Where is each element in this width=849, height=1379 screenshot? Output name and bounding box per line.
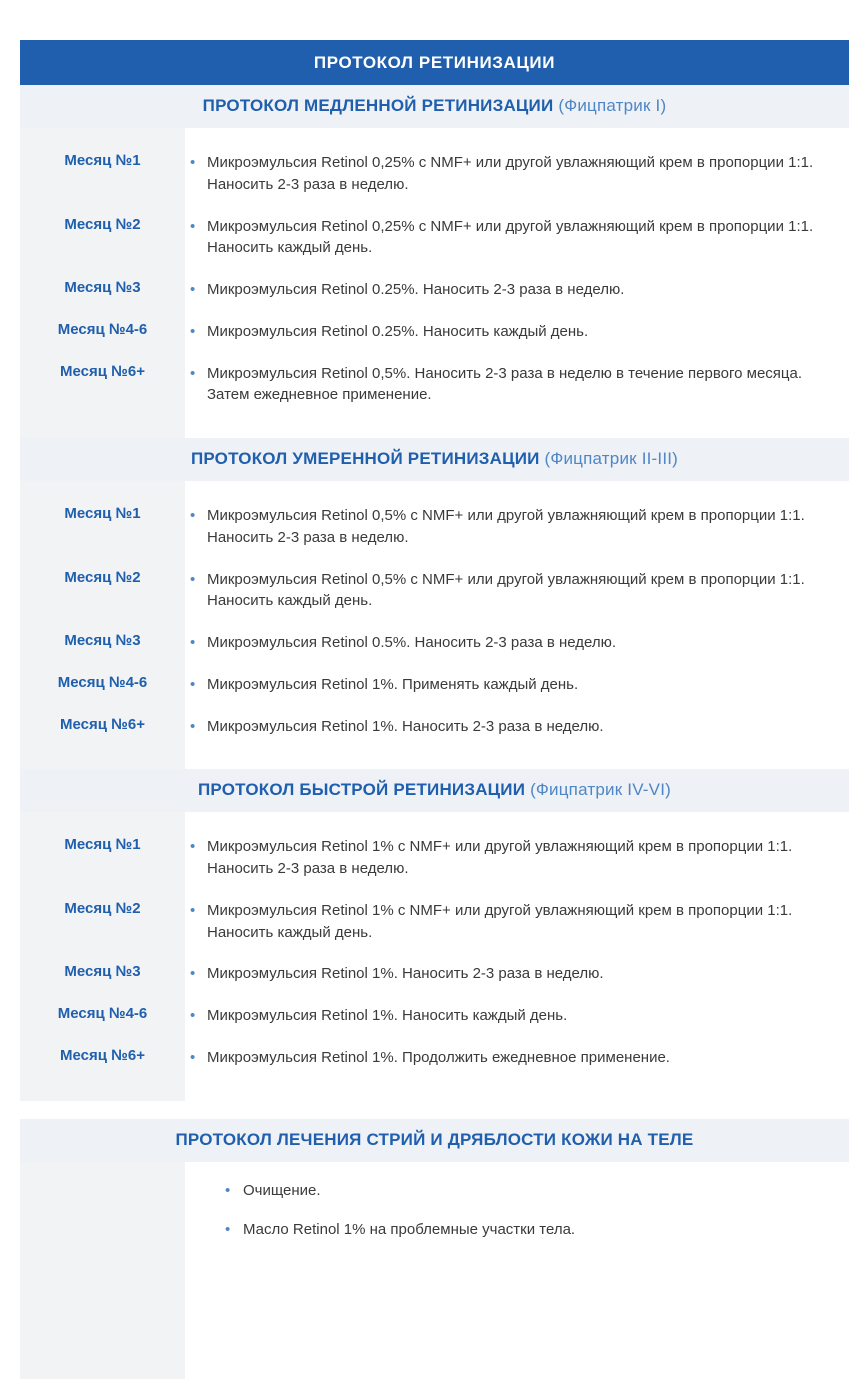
section-title-body-protocol: ПРОТОКОЛ ЛЕЧЕНИЯ СТРИЙ И ДРЯБЛОСТИ КОЖИ НА ТЕЛЕ — [175, 1129, 694, 1149]
row-description-text: Микроэмульсия Retinol 0.25%. Наносить 2-3 раза в неделю. — [207, 281, 625, 298]
row-description — [185, 1037, 849, 1079]
bullet-icon: • — [225, 1181, 231, 1199]
section-title-fast: ПРОТОКОЛ БЫСТРОЙ РЕТИНИЗАЦИИ — [198, 780, 526, 800]
section-top-spacer — [20, 481, 849, 495]
section-title-moderate: ПРОТОКОЛ УМЕРЕННОЙ РЕТИНИЗАЦИИ — [190, 449, 540, 468]
section-bottom-spacer — [20, 1079, 849, 1101]
section-subtitle-moderate: (Фицпатрик II-III) — [544, 449, 679, 468]
section-body-slow — [20, 128, 849, 438]
section-top-spacer — [20, 128, 849, 142]
row-description-text: Микроэмульсия Retinol 0,25% с NMF+ или другой увлажняющий крем в пропорции 1:1. Наносить каждый день. — [207, 217, 814, 257]
row-month-label: Месяц №3 — [20, 953, 185, 995]
bullet-icon: • — [190, 217, 196, 235]
table-row — [20, 890, 849, 954]
section-subtitle-slow: (Фицпатрик I) — [558, 96, 667, 115]
bullet-icon: • — [225, 1221, 231, 1239]
table-row — [20, 995, 849, 1037]
row-description — [185, 353, 849, 417]
row-description — [185, 311, 849, 353]
table-row — [20, 269, 849, 311]
table-row — [20, 664, 849, 706]
section-divider — [20, 1101, 849, 1119]
row-description — [185, 995, 849, 1037]
section-body-body-protocol — [20, 1162, 849, 1260]
final-items-list — [185, 1162, 849, 1260]
bullet-icon: • — [190, 1048, 196, 1066]
table-row — [20, 559, 849, 623]
table-row — [20, 495, 849, 559]
row-description-text: Микроэмульсия Retinol 0,5%. Наносить 2-3 раза в неделю в течение первого месяца. Затем ежедневное применение. — [207, 364, 803, 404]
bullet-icon: • — [190, 838, 196, 856]
section-body-moderate — [20, 481, 849, 769]
row-description-text: Микроэмульсия Retinol 0,5% с NMF+ или другой увлажняющий крем в пропорции 1:1. Наносить 2-3 раза в неделю. — [207, 507, 805, 546]
table-row — [20, 1037, 849, 1079]
row-month-label: Месяц №3 — [20, 269, 185, 311]
bullet-icon: • — [190, 281, 196, 298]
bullet-icon: • — [190, 1007, 196, 1024]
left-column-fill — [20, 1162, 185, 1260]
row-description-text: Микроэмульсия Retinol 1% с NMF+ или другой увлажняющий крем в пропорции 1:1. Наносить каждый день. — [207, 901, 793, 941]
table-row — [20, 206, 849, 270]
row-month-label: Месяц №6+ — [20, 353, 185, 417]
section-header-body-protocol — [20, 1119, 849, 1162]
row-description — [185, 269, 849, 311]
row-month-label: Месяц №2 — [20, 890, 185, 954]
row-description — [185, 495, 849, 559]
row-description — [185, 206, 849, 270]
section-bottom-spacer — [20, 416, 849, 438]
row-month-label: Месяц №3 — [20, 622, 185, 664]
section-body-fast — [20, 812, 849, 1100]
list-item-text: Очищение. — [243, 1181, 321, 1199]
bullet-icon: • — [190, 901, 196, 919]
row-month-label: Месяц №1 — [20, 495, 185, 559]
row-month-label: Месяц №2 — [20, 559, 185, 623]
row-month-label: Месяц №6+ — [20, 1037, 185, 1079]
section-subtitle-fast: (Фицпатрик IV-VI) — [530, 780, 671, 800]
page-footer-spacer — [20, 1259, 849, 1379]
bullet-icon: • — [190, 675, 196, 693]
row-description-text: Микроэмульсия Retinol 1% с NMF+ или другой увлажняющий крем в пропорции 1:1. Наносить 2-3 раза в неделю. — [207, 838, 793, 877]
row-description-text: Микроэмульсия Retinol 0,25% с NMF+ или другой увлажняющий крем в пропорции 1:1. Наносить 2-3 раза в неделю. — [207, 154, 814, 193]
row-description — [185, 622, 849, 664]
table-row — [20, 826, 849, 890]
row-description — [185, 664, 849, 706]
row-month-label: Месяц №4-6 — [20, 995, 185, 1037]
row-description-text: Микроэмульсия Retinol 1%. Наносить 2-3 раза в неделю. — [207, 965, 604, 983]
table-row — [20, 311, 849, 353]
section-header-fast — [20, 769, 849, 812]
bullet-icon: • — [190, 322, 196, 340]
document-content — [20, 0, 849, 1239]
bullet-icon: • — [190, 717, 196, 735]
bullet-icon: • — [190, 634, 196, 651]
section-title-slow: ПРОТОКОЛ МЕДЛЕННОЙ РЕТИНИЗАЦИИ — [202, 96, 554, 115]
row-description-text: Микроэмульсия Retinol 1%. Наносить каждый день. — [207, 1007, 568, 1024]
table-row — [20, 622, 849, 664]
table-row — [20, 142, 849, 206]
row-description — [185, 706, 849, 748]
row-month-label: Месяц №6+ — [20, 706, 185, 748]
left-gutter — [0, 0, 20, 1200]
list-item — [225, 1180, 819, 1202]
row-description — [185, 826, 849, 890]
list-item — [225, 1219, 819, 1241]
page-title: ПРОТОКОЛ РЕТИНИЗАЦИИ — [20, 40, 849, 85]
bullet-icon: • — [190, 507, 196, 524]
row-month-label: Месяц №1 — [20, 826, 185, 890]
row-description — [185, 953, 849, 995]
section-header-moderate — [20, 438, 849, 481]
row-month-label: Месяц №1 — [20, 142, 185, 206]
row-description-text: Микроэмульсия Retinol 0,5% с NMF+ или другой увлажняющий крем в пропорции 1:1. Наносить каждый день. — [207, 570, 805, 610]
row-description-text: Микроэмульсия Retinol 1%. Применять каждый день. — [207, 675, 579, 693]
section-bottom-spacer — [20, 747, 849, 769]
row-description — [185, 559, 849, 623]
table-row — [20, 953, 849, 995]
row-description — [185, 142, 849, 206]
row-month-label: Месяц №4-6 — [20, 311, 185, 353]
row-description-text: Микроэмульсия Retinol 0.5%. Наносить 2-3 раза в неделю. — [207, 634, 617, 651]
list-item-text: Масло Retinol 1% на проблемные участки тела. — [243, 1221, 576, 1239]
row-month-label: Месяц №4-6 — [20, 664, 185, 706]
section-header-slow — [20, 85, 849, 128]
table-row — [20, 706, 849, 748]
section-top-spacer — [20, 812, 849, 826]
row-description-text: Микроэмульсия Retinol 1%. Наносить 2-3 раза в неделю. — [207, 717, 604, 735]
table-row — [20, 353, 849, 417]
row-description-text: Микроэмульсия Retinol 0.25%. Наносить каждый день. — [207, 322, 589, 340]
bullet-icon: • — [190, 965, 196, 983]
bullet-icon: • — [190, 364, 196, 382]
bullet-icon: • — [190, 154, 196, 171]
row-description — [185, 890, 849, 954]
row-month-label: Месяц №2 — [20, 206, 185, 270]
row-description-text: Микроэмульсия Retinol 1%. Продолжить ежедневное применение. — [207, 1048, 670, 1066]
bullet-icon: • — [190, 570, 196, 588]
